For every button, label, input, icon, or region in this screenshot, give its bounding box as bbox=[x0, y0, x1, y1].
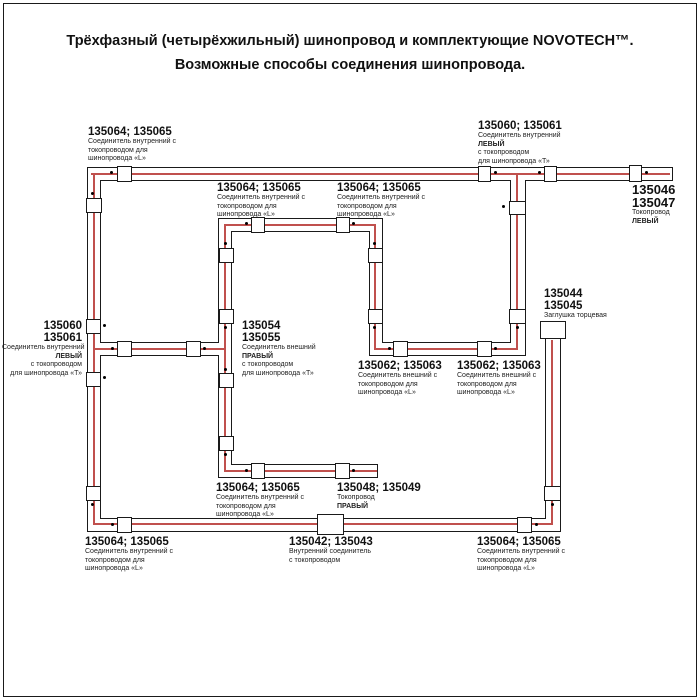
contact-dot bbox=[645, 171, 648, 174]
part-desc: Соединитель внутренний bbox=[2, 344, 85, 351]
label-middle-loop-right bbox=[337, 182, 425, 220]
t-connector-box bbox=[86, 372, 101, 387]
part-desc: для шинопровода «Т» bbox=[242, 369, 314, 377]
contact-dot bbox=[388, 347, 391, 350]
t-connector-box bbox=[117, 341, 132, 357]
part-desc: токопроводом для bbox=[477, 556, 537, 564]
contact-dot bbox=[352, 469, 355, 472]
part-desc: с токопроводом bbox=[242, 361, 294, 368]
part-code: 135045 bbox=[544, 299, 583, 312]
label-feed-left bbox=[632, 183, 675, 226]
part-desc: Внутренний соединитель bbox=[289, 548, 372, 555]
corner-connector-box bbox=[509, 309, 526, 324]
label-bottom-left-corner bbox=[85, 536, 173, 574]
corner-connector-box bbox=[517, 517, 532, 533]
contact-dot bbox=[494, 347, 497, 350]
contact-dot bbox=[224, 453, 227, 456]
part-desc: шинопровода «L» bbox=[337, 211, 395, 218]
corner-connector-box bbox=[368, 309, 383, 324]
part-desc: ЛЕВЫЙ bbox=[478, 140, 505, 148]
part-desc: токопроводом для bbox=[85, 556, 145, 564]
contact-dot bbox=[373, 326, 376, 329]
t-connector-box bbox=[86, 319, 101, 334]
label-straight-connector bbox=[289, 536, 373, 565]
part-desc: шинопровода «L» bbox=[217, 211, 275, 218]
label-middle-loop-left bbox=[217, 182, 305, 220]
part-code: 135064; 135065 bbox=[85, 536, 169, 548]
contact-dot bbox=[103, 376, 106, 379]
contact-dot bbox=[245, 469, 248, 472]
part-desc: токопроводом для bbox=[216, 502, 276, 510]
part-code: 135042; 135043 bbox=[289, 536, 373, 548]
diagram-title-line2: Возможные способы соединения шинопровода. bbox=[174, 57, 526, 73]
part-desc: ПРАВЫЙ bbox=[337, 502, 369, 510]
part-desc: ЛЕВЫЙ bbox=[632, 217, 659, 225]
part-code: 135055 bbox=[242, 331, 281, 344]
part-desc: Соединитель внутренний с bbox=[477, 548, 565, 555]
part-desc: шинопровода «L» bbox=[358, 389, 416, 396]
part-code: 135046 bbox=[632, 182, 676, 197]
part-code: 135044 bbox=[544, 288, 583, 300]
part-desc: токопроводом для bbox=[457, 380, 517, 388]
contact-dot bbox=[245, 222, 248, 225]
part-code: 135064; 135065 bbox=[88, 126, 172, 138]
corner-connector-box bbox=[251, 463, 265, 479]
part-desc: Токопровод bbox=[632, 209, 670, 216]
part-desc: Соединитель внутренний с bbox=[216, 494, 304, 501]
diagram-title-line1: Трёхфазный (четырёхжильный) шинопровод и комплектующие NOVOTECH™. bbox=[66, 33, 634, 49]
contact-dot bbox=[224, 242, 227, 245]
contact-dot bbox=[224, 368, 227, 371]
label-end-cap bbox=[544, 289, 607, 321]
contact-dot bbox=[103, 324, 106, 327]
corner-connector-box bbox=[117, 517, 132, 533]
part-code: 135062; 135063 bbox=[358, 360, 442, 372]
part-code: 135060; 135061 bbox=[478, 120, 562, 132]
contact-dot bbox=[91, 503, 94, 506]
part-desc: токопроводом для bbox=[337, 202, 397, 210]
contact-dot bbox=[373, 242, 376, 245]
t-connector-box bbox=[186, 341, 201, 357]
label-top-left-corner bbox=[88, 126, 176, 164]
part-desc: шинопровода «L» bbox=[457, 389, 515, 396]
contact-dot bbox=[516, 326, 519, 329]
label-left-t-connector bbox=[2, 320, 85, 378]
corner-connector-box bbox=[117, 166, 132, 182]
straight-connector-box bbox=[317, 514, 344, 535]
contact-dot bbox=[91, 192, 94, 195]
part-desc: токопроводом для bbox=[217, 202, 277, 210]
contact-dot bbox=[551, 503, 554, 506]
contact-dot bbox=[538, 171, 541, 174]
part-desc: токопроводом для bbox=[88, 146, 148, 154]
contact-dot bbox=[203, 347, 206, 350]
part-desc: с токопроводом bbox=[289, 556, 341, 564]
part-code: 135054 bbox=[242, 320, 281, 332]
part-desc: Соединитель внешний bbox=[242, 344, 316, 351]
corner-connector-box bbox=[393, 341, 408, 357]
part-desc: Соединитель внешний с bbox=[457, 372, 537, 379]
part-desc: для шинопровода «Т» bbox=[10, 369, 82, 377]
part-code: 135048; 135049 bbox=[337, 482, 421, 494]
track-fill bbox=[546, 337, 560, 531]
contact-dot bbox=[352, 222, 355, 225]
contact-dot bbox=[111, 347, 114, 350]
contact-dot bbox=[111, 523, 114, 526]
part-code: 135064; 135065 bbox=[216, 482, 300, 494]
track-fill bbox=[370, 219, 382, 355]
contact-dot bbox=[494, 171, 497, 174]
part-code: 135064; 135065 bbox=[477, 536, 561, 548]
label-corner-connector-right bbox=[457, 360, 541, 398]
part-desc: Соединитель внутренний с bbox=[217, 194, 305, 201]
corner-connector-box bbox=[544, 486, 561, 501]
label-bottom-right-corner bbox=[477, 536, 565, 574]
corner-connector-box bbox=[477, 341, 492, 357]
part-desc: Соединитель внутренний bbox=[478, 132, 561, 139]
corner-connector-box bbox=[368, 248, 383, 263]
part-desc: Токопровод bbox=[337, 494, 375, 501]
t-connector-box bbox=[219, 373, 234, 388]
part-desc: шинопровода «L» bbox=[85, 565, 143, 572]
corner-connector-box bbox=[86, 486, 101, 501]
part-code: 135064; 135065 bbox=[217, 182, 301, 194]
part-desc: шинопровода «L» bbox=[216, 511, 274, 518]
part-desc: Заглушка торцевая bbox=[544, 312, 607, 319]
contact-dot bbox=[502, 205, 505, 208]
part-desc: с токопроводом bbox=[30, 361, 82, 368]
part-desc: ПРАВЫЙ bbox=[242, 352, 274, 360]
corner-connector-box bbox=[86, 198, 102, 213]
part-code: 135064; 135065 bbox=[337, 182, 421, 194]
part-desc: Соединитель внутренний с bbox=[337, 194, 425, 201]
part-desc: с токопроводом bbox=[478, 149, 530, 156]
corner-connector-box bbox=[219, 248, 234, 263]
contact-dot bbox=[224, 326, 227, 329]
conductor-line bbox=[91, 173, 670, 175]
t-connector-box bbox=[544, 166, 557, 182]
power-feed-box bbox=[629, 165, 642, 182]
t-connector-box bbox=[509, 201, 526, 215]
part-desc: Соединитель внешний с bbox=[358, 372, 438, 379]
part-desc: ЛЕВЫЙ bbox=[55, 352, 82, 360]
contact-dot bbox=[110, 171, 113, 174]
part-code: 135047 bbox=[632, 195, 676, 210]
label-center-t-connector bbox=[242, 321, 316, 378]
label-corner-connector-left bbox=[358, 360, 442, 398]
t-connector-box bbox=[478, 166, 491, 182]
part-code: 135062; 135063 bbox=[457, 360, 541, 372]
part-desc: Соединитель внутренний с bbox=[85, 548, 173, 555]
end-cap-box bbox=[540, 321, 566, 339]
label-top-t-connector bbox=[478, 120, 562, 166]
part-desc: шинопровода «L» bbox=[477, 565, 535, 572]
part-code: 135060 bbox=[43, 320, 82, 332]
part-desc: Соединитель внутренний с bbox=[88, 138, 176, 145]
part-desc: токопроводом для bbox=[358, 380, 418, 388]
label-inner-corner bbox=[216, 482, 304, 520]
t-connector-box bbox=[219, 309, 234, 324]
part-desc: для шинопровода «Т» bbox=[478, 157, 550, 165]
contact-dot bbox=[535, 523, 538, 526]
label-feed-right bbox=[337, 482, 421, 511]
part-code: 135061 bbox=[43, 331, 82, 344]
power-feed-box bbox=[335, 463, 350, 479]
part-desc: шинопровода «L» bbox=[88, 155, 146, 162]
corner-connector-box bbox=[219, 436, 234, 451]
